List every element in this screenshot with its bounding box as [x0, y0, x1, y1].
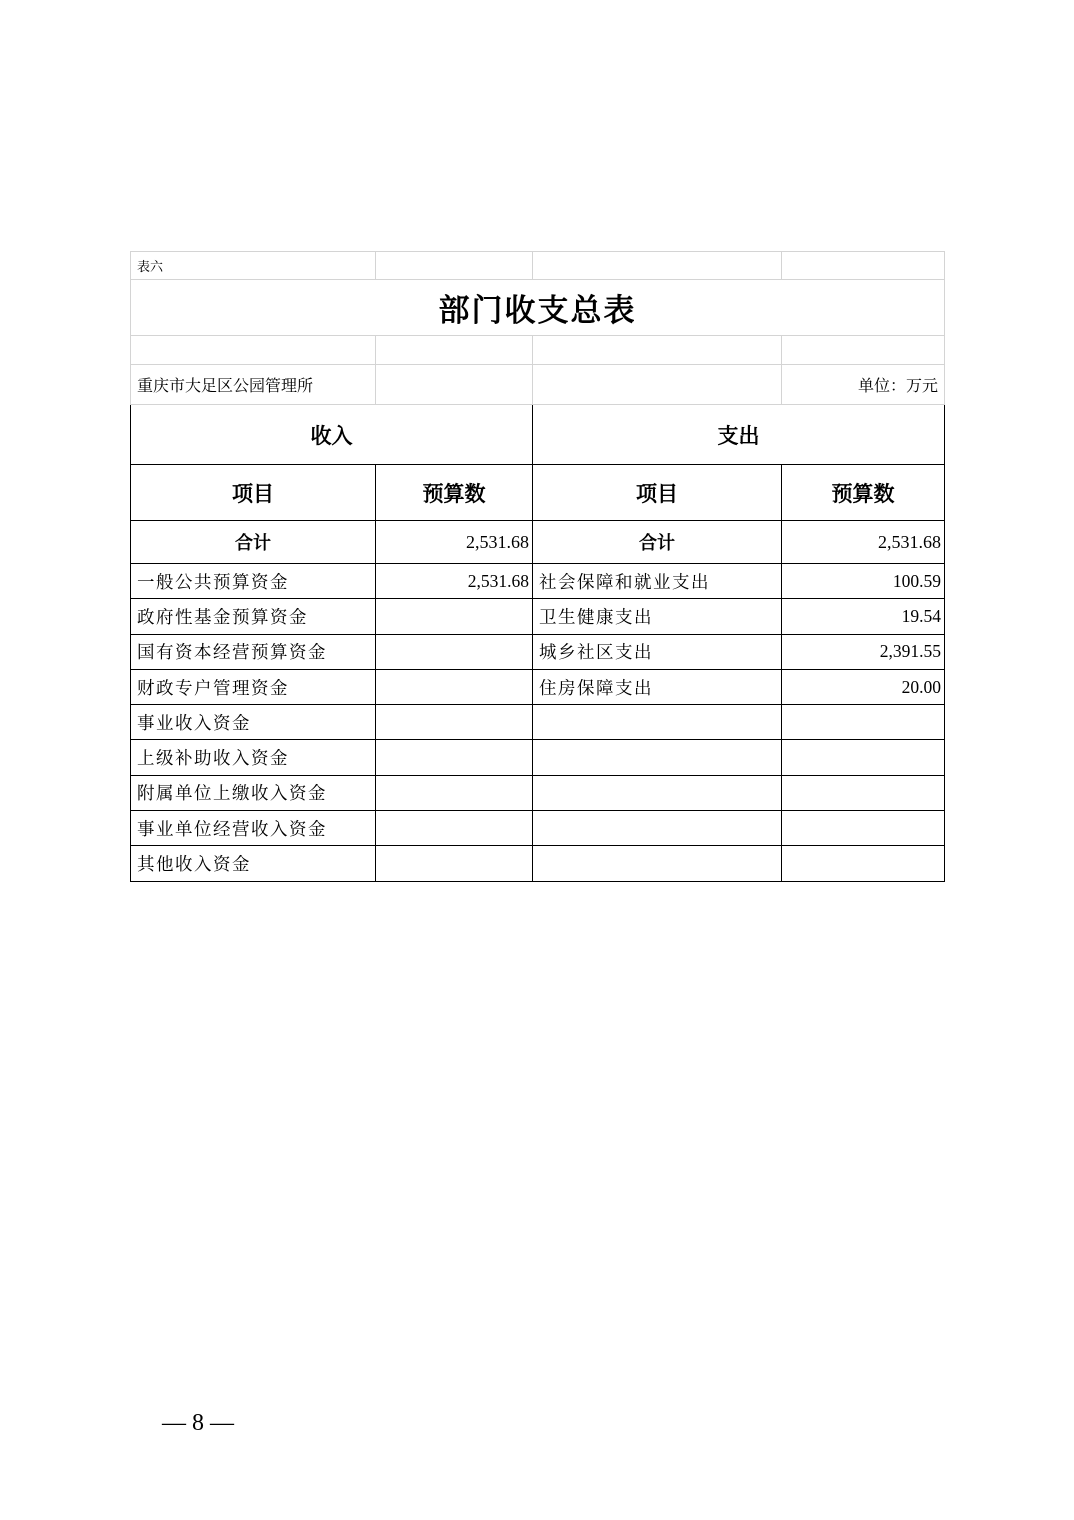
income-value-cell — [376, 740, 533, 775]
income-item-cell: 事业单位经营收入资金 — [131, 811, 376, 846]
blank-row — [131, 336, 945, 365]
income-value-cell — [376, 669, 533, 704]
income-item-cell: 其他收入资金 — [131, 846, 376, 881]
section-header-row — [131, 405, 945, 465]
expense-value-cell: 20.00 — [782, 669, 945, 704]
expense-item-cell: 卫生健康支出 — [533, 599, 782, 634]
table-row — [131, 740, 945, 775]
income-item-cell: 附属单位上缴收入资金 — [131, 775, 376, 810]
income-item-cell: 上级补助收入资金 — [131, 740, 376, 775]
income-item-cell: 政府性基金预算资金 — [131, 599, 376, 634]
expense-value-cell: 19.54 — [782, 599, 945, 634]
expense-value-cell: 100.59 — [782, 564, 945, 599]
income-value-cell — [376, 775, 533, 810]
expense-item-cell — [533, 846, 782, 881]
expense-total-label: 合计 — [533, 521, 782, 564]
income-header: 收入 — [131, 405, 533, 465]
table-label-row — [131, 252, 945, 280]
total-row — [131, 521, 945, 564]
income-value-cell — [376, 634, 533, 669]
expense-value-cell — [782, 811, 945, 846]
org-name: 重庆市大足区公园管理所 — [131, 365, 376, 405]
expense-item-cell — [533, 811, 782, 846]
expense-total-value: 2,531.68 — [782, 521, 945, 564]
table-row — [131, 634, 945, 669]
income-item-cell: 国有资本经营预算资金 — [131, 634, 376, 669]
income-item-cell: 事业收入资金 — [131, 705, 376, 740]
expense-value-cell — [782, 740, 945, 775]
expense-value-cell: 2,391.55 — [782, 634, 945, 669]
page-number: — 8 — — [162, 1410, 234, 1436]
table-label: 表六 — [131, 252, 376, 280]
page-title: 部门收支总表 — [131, 280, 945, 336]
income-value-cell — [376, 811, 533, 846]
income-item-header: 项目 — [131, 465, 376, 521]
expense-item-cell — [533, 740, 782, 775]
table-row — [131, 599, 945, 634]
income-value-cell — [376, 599, 533, 634]
income-item-cell: 财政专户管理资金 — [131, 669, 376, 704]
income-total-label: 合计 — [131, 521, 376, 564]
expense-budget-header: 预算数 — [782, 465, 945, 521]
unit-label: 单位：万元 — [782, 365, 945, 405]
expense-item-cell: 城乡社区支出 — [533, 634, 782, 669]
income-total-value: 2,531.68 — [376, 521, 533, 564]
column-header-row — [131, 465, 945, 521]
expense-item-cell: 住房保障支出 — [533, 669, 782, 704]
income-value-cell — [376, 846, 533, 881]
expense-value-cell — [782, 775, 945, 810]
expense-item-cell — [533, 705, 782, 740]
table-row — [131, 669, 945, 704]
expense-header: 支出 — [533, 405, 945, 465]
table-row — [131, 705, 945, 740]
budget-table — [130, 251, 945, 882]
expense-item-header: 项目 — [533, 465, 782, 521]
income-value-cell — [376, 705, 533, 740]
income-value-cell: 2,531.68 — [376, 564, 533, 599]
table-row — [131, 564, 945, 599]
expense-item-cell: 社会保障和就业支出 — [533, 564, 782, 599]
income-item-cell: 一般公共预算资金 — [131, 564, 376, 599]
table-row — [131, 846, 945, 881]
income-budget-header: 预算数 — [376, 465, 533, 521]
table-row — [131, 811, 945, 846]
expense-value-cell — [782, 846, 945, 881]
expense-item-cell — [533, 775, 782, 810]
expense-value-cell — [782, 705, 945, 740]
org-row — [131, 365, 945, 405]
title-row — [131, 280, 945, 336]
table-row — [131, 775, 945, 810]
